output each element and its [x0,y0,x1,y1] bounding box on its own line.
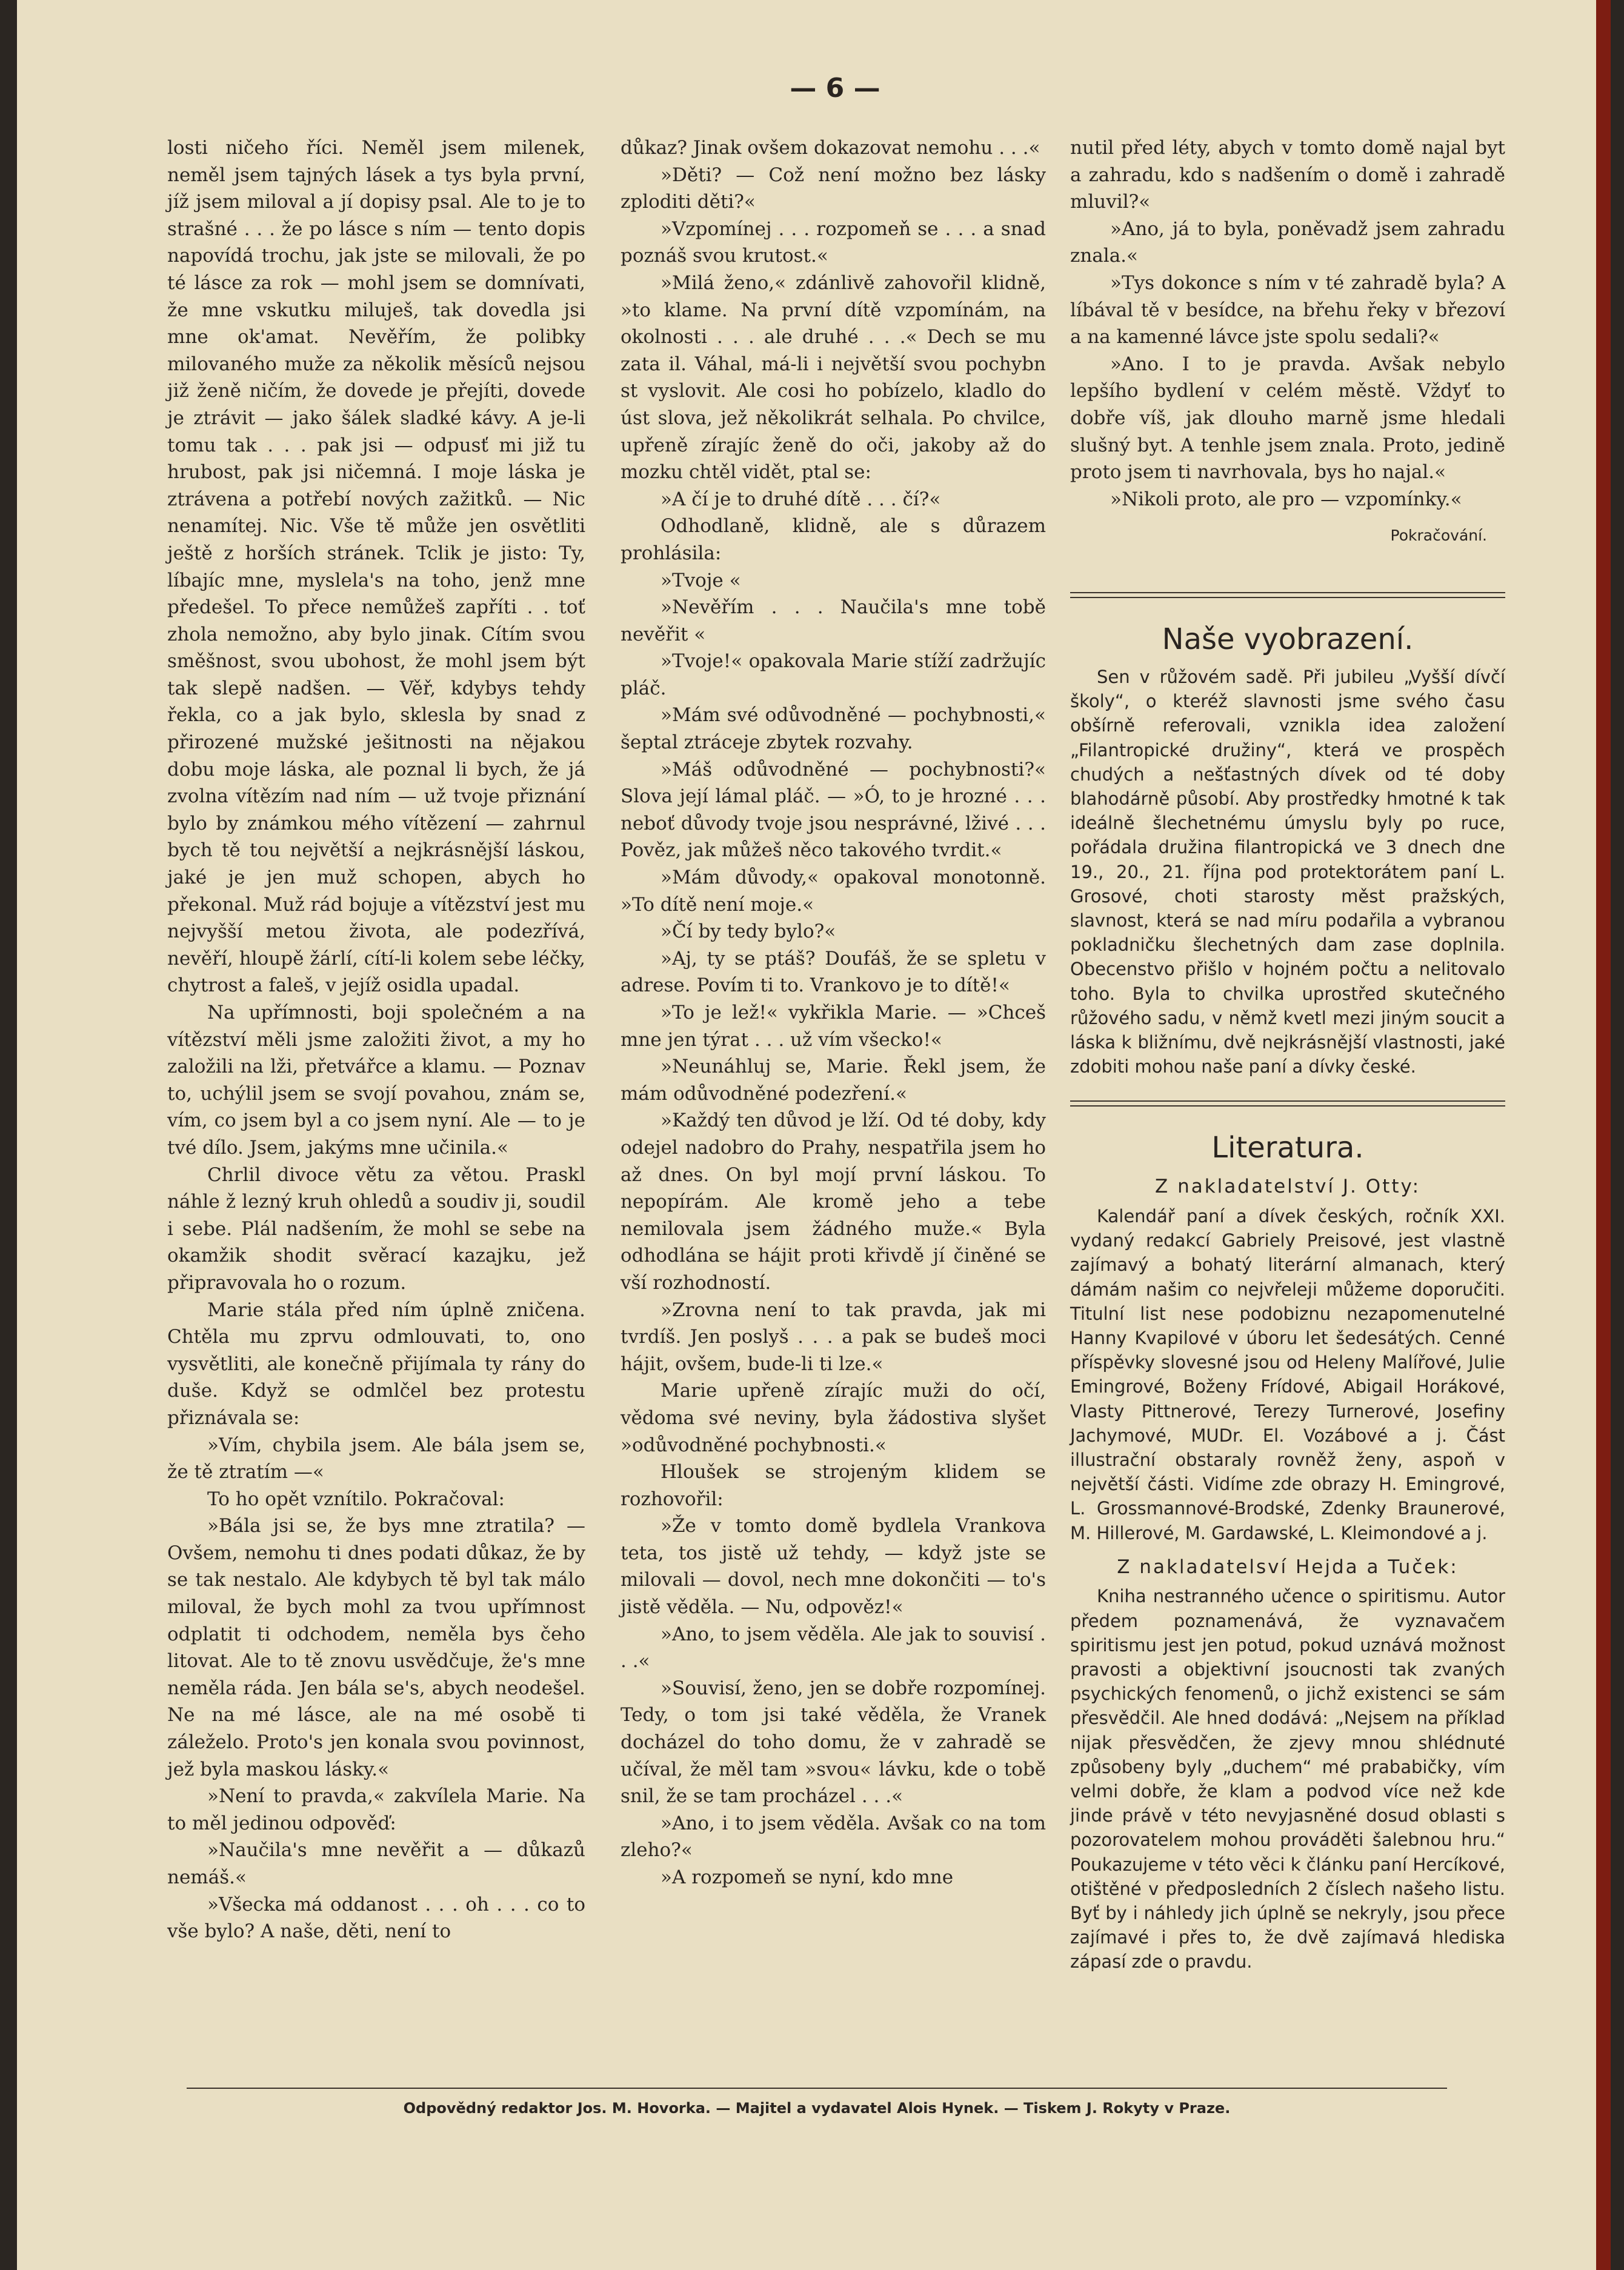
paragraph: »Mám své odůvodněné — pochybnosti,« šeptal ztráceje zbytek rozvahy. [621,704,1046,754]
publisher-heading-otta: Z nakladatelství J. Otty: [1154,1176,1421,1198]
paragraph: »Čí by tedy bylo?« [661,920,836,943]
paragraph: »A čí je to druhé dítě . . . čí?« [661,488,941,510]
paragraph: »Každý ten důvod je lží. Od té doby, kdy odejel nadobro do Prahy, nespatřila jsem ho až dnes. On byl mojí první láskou. To nepopírám. Ale kromě jeho a tebe nemilovala jsem žádného muže.« Byla odhodlána se hájit proti křivdě jí činěné se vší rozhodností. [621,1110,1046,1294]
paragraph: »To je lež!« vykřikla Marie. — »Chceš mne jen týrat . . . už vím všecko!« [621,1002,1046,1051]
paragraph: »Milá ženo,« zdánlivě zahovořil klidně, »to klame. Na první dítě vzpomínám, na okolnosti . . . ale druhé . . .« Dech se mu zata il. Váhal, má-li i největší svou pochybn st vyslovit. Ale cosi ho pobízelo, kladlo do úst slova, jež několikrát selhala. Po chvilce, upřeně zírajíc ženě do oči, jakoby až do mozku chtěl vidět, ptal se: [621,271,1046,484]
paragraph: Marie upřeně zírajíc muži do očí, vědoma své neviny, byla žádostiva slyšet »odůvodněné pochybnosti.« [621,1380,1046,1456]
paragraph: »Vím, chybila jsem. Ale bála jsem se, že tě ztratím —« [167,1434,585,1483]
imprint-footer: Odpovědný redaktor Jos. M. Hovorka. — Majitel a vydavatel Alois Hynek. — Tiskem J. Rokyty v Praze. [187,2088,1447,2135]
paragraph: »Všecka má oddanost . . . oh . . . co to vše bylo? A naše, děti, není to [167,1893,585,1943]
paragraph: »Nikoli proto, ale pro — vzpomínky.« [1110,488,1462,510]
literature-review-2 [1070,1584,1505,1974]
paragraph: »A rozpomeň se nyní, kdo mne [661,1866,954,1888]
paragraph: »Tvoje « [661,569,741,591]
newspaper-page [17,0,1611,2270]
illustrations-body: Sen v růžovém sadě. Při jubileu „Vyšší dívčí školy“, o kteréž slavnosti jsme svého času obšírně referovali, vznikla idea založení „Filantropické družiny“, která ve prospěch chudých a nešťastných dívek od té doby blahodárně působí. Aby prostředky hmotné k tak ideálně šlechetnému úmyslu byly po ruce, pořádala družina filantropická ve 3 dnech dne 19., 20., 21. října pod protektorátem paní L. Grosové, choti starosty měst pražských, slavnost, která se nad míru podařila a vybranou pokladničku šlechetných dam zase doplnila. Obecenstvo přišlo v hojném počtu a nelitovalo toho. Byla to chvilka uprostřed skutečného růžového sadu, v němž kvetl mezi jiným soucit a láska k bližnímu, dvě nejkrásnější vlastnosti, jaké zdobiti mohou naše paní a dívky české. [1070,666,1505,1077]
page-number: — 6 — [790,73,880,104]
review-body-1: Kalendář paní a dívek českých, ročník XXI. vydaný redakcí Gabriely Preisové, jest vlastně zajímavý a bohatý literární almanach, který dámám našim co nejvřeleji můžeme doporučiti. Titulní list nese podobiznu nezapomenutelné Hanny Kvapilové v úboru let šedesátých. Cenné příspěvky slovesné jsou od Heleny Malířové, Julie Emingrové, Boženy Frídové, Abigail Horákové, Vlasty Pittnerové, Terezy Turnerové, Josefiny Jachymové, MUDr. El. Vozábové a j. Část illustrační obstaraly rovněž ženy, aspoň v největší části. Vidíme zde obrazy H. Emingrové, L. Grossmannové-Brodské, Zdenky Braunerové, M. Hillerové, M. Gardawské, L. Kleimondové a j. [1070,1205,1505,1543]
paragraph: »Bála jsi se, že bys mne ztratila? — Ovšem, nemohu ti dnes podati důkaz, že by se tak nestalo. Ale kdybych tě byl tak málo miloval, že bych mohl za tvou upřímnost odplatit ti odchodem, neměla bys čeho litovat. Ale to tě znovu usvědčuje, že's mne neměla ráda. Jen bála se's, abych neodešel. Ne na mé lásce, ale na mé osobě ti záleželo. Proto's jen konala svou povinnost, jež byla maskou lásky.« [167,1515,585,1780]
paragraph: »Zrovna není to tak pravda, jak mi tvrdíš. Jen poslyš . . . a pak se budeš moci hájit, ovšem, bude-li ti lze.« [621,1299,1046,1375]
paragraph: »Ano, to jsem věděla. Ale jak to souvisí . . .« [621,1623,1046,1673]
literature-review-1 [1070,1204,1505,1545]
paragraph: »Ano, i to jsem věděla. Avšak co na tom zleho?« [621,1812,1046,1862]
paragraph: důkaz? Jinak ovšem dokazovat nemohu . . .« [621,137,1040,159]
paragraph: nutil před léty, abych v tomto domě najal byt a zahradu, kdo s nadšením o domě i zahradě mluvil?« [1070,137,1505,213]
paragraph: »Aj, ty se ptáš? Doufáš, že se spletu v adrese. Povím ti to. Vrankovo je to dítě!« [621,947,1046,997]
paragraph: »Mám důvody,« opakoval monotonně. »To dítě není moje.« [621,867,1046,916]
story-continuation [1070,135,1505,513]
paragraph: Chrlil divoce větu za větou. Praskl náhle ž lezný kruh ohledů a soudiv ji, soudil i sebe. Plál nadšením, že mohl se sebe na okamžik shodit svěrací kazajku, jež připravovala ho o rozum. [167,1163,585,1294]
section-heading-illustrations: Naše vyobrazení. [1162,622,1414,656]
paragraph: »Že v tomto domě bydlela Vrankova teta, tos jistě už tehdy, — když jste se milovali — dovol, nech mne dokončiti — to's jistě věděla. — Nu, odpověz!« [621,1515,1046,1619]
paragraph: »Nevěřím . . . Naučila's mne tobě nevěřit « [621,596,1046,645]
paragraph: »Není to pravda,« zakvílela Marie. Na to měl jedinou odpověď: [167,1785,585,1834]
section-divider [1070,1100,1505,1107]
continued-note: Pokračování. [1390,527,1487,545]
paragraph: To ho opět vznítilo. Pokračoval: [207,1488,505,1510]
paragraph: losti ničeho říci. Neměl jsem milenek, neměl jsem tajných lásek a tys byla první, jíž jsem miloval a jí dopisy psal. Ale to je to strašné . . . že po lásce s ním — tento dopis napovídá trochu, jak jste se milovali, že po té lásce za rok — mohl jsem se domnívati, že mne vskutku miluješ, tak dovedla jsi mne ok'amat. Nevěřím, že polibky milovaného muže za několik měsíců nejsou již ženě ničím, že dovede je přejíti, dovede je ztrávit — jako šálek sladké kávy. A je-li tomu tak . . . pak jsi — odpusť mi již tu hrubost, pak jsi ničemná. I moje láska je ztrávena a potřebí nových zažitků. — Nic nenamítej. Nic. Vše tě může jen osvětliti ještě z horších stránek. Tclik je jisto: Ty, líbajíc mne, myslela's na toho, jenž mne předešel. To přece nemůžeš zapříti . . toť zhola nemožno, aby bylo jinak. Cítím svou směšnost, svou ubohost, že mohl jsem být tak slepě nadšen. — Věř, kdybys tehdy řekla, co a jak bylo, sklesla by snad z přirozené mužské ješitnosti na nějakou dobu moje láska, ale poznal li bych, že já zvolna vítězím nad ním — už tvoje přiznání bylo by známkou mého vítězení — zahrnul bych tě tou největší a nejkrásnější láskou, jaké je jen muž schopen, abych ho překonal. Muž rád bojuje a vítězství jest mu nejvyšší metou života, ale podezřívá, nevěří, hloupě žárlí, cítí-li kolem sebe léčky, chytrost a faleš, v jejíž osidla upadal. [167,137,585,997]
paragraph: »Ano, já to byla, poněvadž jsem zahradu znala.« [1070,218,1505,267]
paragraph: »Tys dokonce s ním v té zahradě byla? A líbával tě v besídce, na břehu řeky v březoví a na kamenné lávce jste spolu sedali?« [1070,271,1505,348]
paragraph: »Máš odůvodněné — pochybnosti?« Slova její lámal pláč. — »Ó, to je hrozné . . . neboť důvody tvoje jsou nesprávné, lživé . . . Pověz, jak můžeš něco takového tvrdit.« [621,758,1046,862]
paragraph: Na upřímnosti, boji společném a na vítězství měli jsme založiti život, a my ho založili na lži, přetvářce a klamu. — Poznav to, uchýlil jsem se svojí povahou, znám se, vím, co jsem byl a co jsem nyní. Ale — to je tvé dílo. Jsem, jakýms mne učinila.« [167,1002,585,1159]
paragraph: »Neunáhluj se, Marie. Řekl jsem, že mám odůvodněné podezření.« [621,1056,1046,1105]
paragraph: »Ano. I to je pravda. Avšak nebylo lepšího bydlení v celém městě. Vždyť to dobře víš, jak dlouho marně jsme hledali slušný byt. A tenhle jsem znala. Proto, jedině proto jsem ti navrhovala, bys ho najal.« [1070,353,1505,484]
paragraph: Odhodlaně, klidně, ale s důrazem prohlásila: [621,515,1046,564]
review-body-2: Kniha nestranného učence o spiritismu. Autor předem poznamenává, že vyznavačem spiritismu jest jen potud, pokud uznává možnost pravosti a objektivní jsoucnosti tak zvaných psychických fenomenů, o jichž existenci se sám přesvědčil. Ale hned dodává: „Nejsem na příklad nijak přesvědčen, že zjevy mnou shlédnuté způsobeny byly „duchem“ mé prababičky, vím velmi dobře, že klam a podvod více než kde jinde právě v této nevyjasněné dosud oblasti s pozorovatelem mohou prováděti šalebnou hru.“ Poukazujeme v této věci k článku paní Hercíkové, otištěné v předposledních 2 číslech našeho listu. Byť by i náhledy jich úplně se nekryly, jsou přece zajímavé i přes to, že dvě zajímavá hlediska zápasí zde o pravdu. [1070,1586,1505,1972]
paragraph: »Tvoje!« opakovala Marie stíží zadržujíc pláč. [621,650,1046,699]
paragraph: Marie stála před ním úplně zničena. Chtěla mu zprvu odmlouvati, to, ono vysvětliti, ale konečně přijímala ty rány do duše. Když se odmlčel bez protestu přiznávala se: [167,1299,585,1429]
paragraph: »Souvisí, ženo, jen se dobře rozpomínej. Tedy, o tom jsi také věděla, že Vranek docházel do toho domu, že v zahradě se učíval, že měl tam »svou« lávku, kde o tobě snil, že se tam procházel . . .« [621,1677,1046,1808]
binding-edge [1596,0,1611,2270]
illustrations-article [1070,665,1505,1079]
column-1 [167,135,585,1945]
publisher-heading-hejda: Z nakladatelsví Hejda a Tuček: [1117,1556,1459,1578]
paragraph: »Naučila's mne nevěřit a — důkazů nemáš.« [167,1839,585,1888]
paragraph: »Děti? — Což není možno bez lásky zploditi děti?« [621,164,1046,213]
section-divider [1070,592,1505,598]
paragraph: Hloušek se strojeným klidem se rozhovořil: [621,1461,1046,1510]
paragraph: »Vzpomínej . . . rozpomeň se . . . a snad poznáš svou krutost.« [621,218,1046,267]
column-2 [621,135,1046,1891]
column-3 [1070,135,1505,1974]
section-heading-literature: Literatura. [1211,1131,1364,1165]
